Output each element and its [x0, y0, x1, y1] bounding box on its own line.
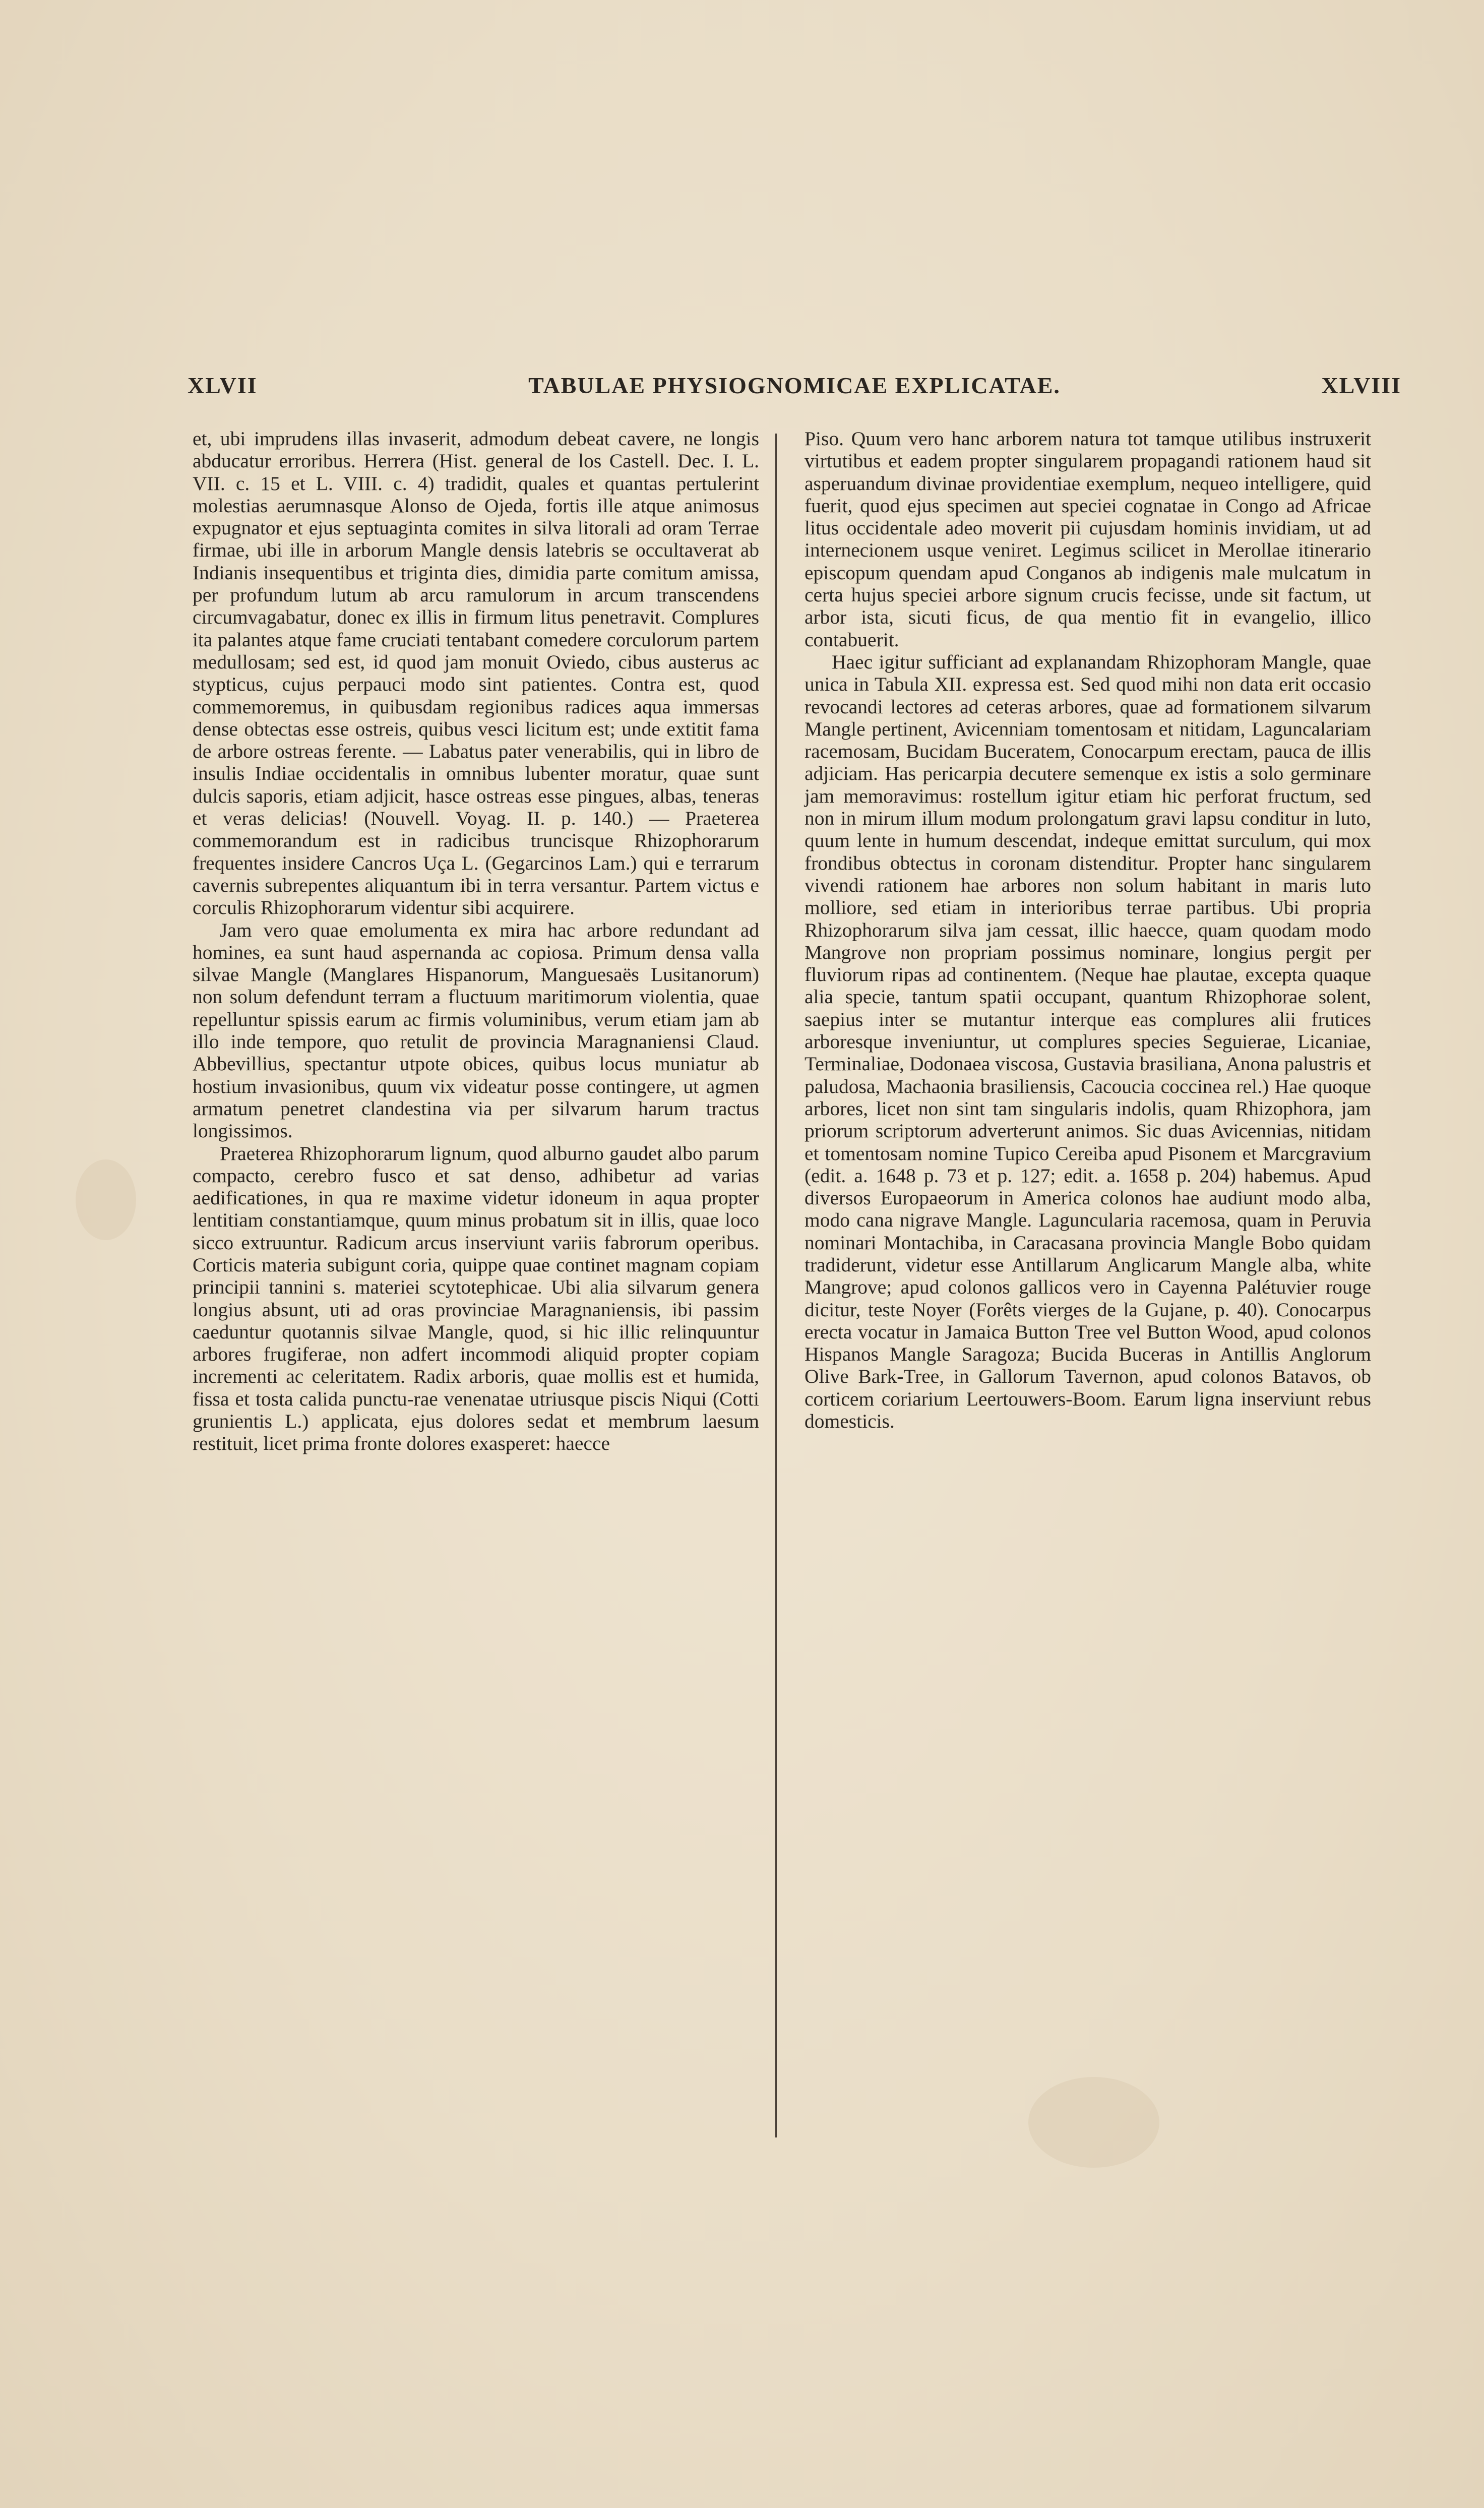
paragraph: Jam vero quae emolumenta ex mira hac arbore redundant ad homines, ea sunt haud aspernanda ac copiosa. Primum densa valla silvae Mangle (Manglares Hispanorum, Manguesaës Lusitanorum) non solum defendunt terram a fluctuum maritimorum violentia, quae repelluntur spissis earum ac firmis voluminibus, verum etiam jam ab illo inde tempore, quo retulit de provincia Maragnaniensi Claud. Abbevillius, spectantur utpote obices, quibus locus muniatur ab hostium invasionibus, quum vix videatur posse contingere, ut agmen armatum penetret clandestina via per silvarum harum tractus longissimos.: [193, 919, 759, 1142]
page-header: [188, 372, 1401, 407]
right-text-column: [805, 427, 1371, 1432]
left-text-column: [193, 427, 759, 1455]
paragraph: Piso. Quum vero hanc arborem natura tot tamque utilibus instruxerit virtutibus et eadem propter singularem propagandi rationem haud sit asperuandum divinae providentiae exemplum, nequeo intelligere, quid fuerit, quod ejus specimen aut speciei cognatae in Congo ad Africae litus occidentale adeo moverit pii cujusdam hominis invidiam, ut ad internecionem usque veniret. Legimus scilicet in Merollae itinerario episcopum quendam apud Conganos ab indigenis male mulcatum in certa hujus speciei arbore signum crucis fecisse, unde sit factum, ut arbor ista, sicuti ficus, de qua mentio fit in evangelio, illico contabuerit.: [805, 427, 1371, 651]
paragraph: Praeterea Rhizophorarum lignum, quod alburno gaudet albo parum compacto, cerebro fusco et sat denso, adhibetur ad varias aedificationes, in qua re maxime videtur idoneum in aqua propter lentitiam constantiamque, quum minus probatum sit in illis, quae loco sicco extruuntur. Radicum arcus inserviunt variis fabrorum operibus. Corticis materia subigunt coria, quippe quae continet magnam copiam principii tannini s. materiei scytotephicae. Ubi alia silvarum genera longius absunt, uti ad oras provinciae Maragnaniensis, ibi passim caeduntur quotannis silvae Mangle, quod, si hic illic relinquuntur arbores frugiferae, non adfert incommodi aliquid propter copiam incrementi ac celeritatem. Radix arboris, quae mollis est et humida, fissa et tosta calida punctu-rae venenatae utriusque piscis Niqui (Cotti grunientis L.) applicata, ejus dolores sedat et membrum laesum restituit, licet prima fronte dolores exasperet: haecce: [193, 1142, 759, 1455]
page-number-left: XLVII: [188, 373, 258, 398]
running-title: TABULAE PHYSIOGNOMICAE EXPLICATAE.: [528, 373, 1061, 398]
paper-stain: [1028, 2077, 1159, 2168]
page-number-right: XLVIII: [1321, 373, 1401, 398]
paragraph: Haec igitur sufficiant ad explanandam Rhizophoram Mangle, quae unica in Tabula XII. expressa est. Sed quod mihi non data erit occasio revocandi lectores ad ceteras arbores, quae ad formationem silvarum Mangle pertinent, Avicenniam tomentosam et nitidam, Laguncalariam racemosam, Bucidam Buceratem, Conocarpum erectam, pauca de illis adjiciam. Has pericarpia decutere semenque ex istis a solo germinare jam memoravimus: rostellum igitur etiam hic perforat fructum, sed non in mirum illum modum prolongatum gravi lapsu conditur in luto, quum lente in humum descendat, indeque emittat surculum, qui mox frondibus obtectus in coronam distenditur. Propter hanc singularem vivendi rationem hae arbores non solum habitant in maris luto molliore, sed etiam in interioribus terrae partibus. Ubi propria Rhizophorarum silva jam cessat, illic haecce, quam quodam modo Mangrove non propriam possimus nominare, longius pergit per fluviorum ripas ad continentem. (Neque hae plautae, excepta quaque alia specie, tantum spatii occupant, quantum Rhizophorae solent, saepius inter se mutantur interque eas complures alii frutices arboresque inveniuntur, ut complures species Seguierae, Licaniae, Terminaliae, Dodonaea viscosa, Gustavia brasiliana, Anona palustris et paludosa, Machaonia brasiliensis, Cacoucia coccinea rel.) Hae quoque arbores, licet non sint tam singularis indolis, quam Rhizophora, jam priorum scriptorum adverterunt animos. Sic duas Avicennias, nitidam et tomentosam nomine Tupico Cereiba apud Pisonem et Marcgravium (edit. a. 1648 p. 73 et p. 127; edit. a. 1658 p. 204) habemus. Apud diversos Europaeorum in America colonos hae audiunt modo alba, modo cana nigrave Mangle. Laguncularia racemosa, quam in Peruvia nominari Montachiba, in Caracasana provincia Mangle Bobo quidam tradiderunt, videtur esse Antillarum Anglicarum Mangle alba, white Mangrove; apud colonos gallicos vero in Cayenna Palétuvier rouge dicitur, teste Noyer (Forêts vierges de la Gujane, p. 40). Conocarpus erecta vocatur in Jamaica Button Tree vel Button Wood, apud colonos Hispanos Mangle Saragoza; Bucida Buceras in Antillis Anglorum Olive Bark-Tree, in Gallorum Tavernon, apud colonos Batavos, ob corticem coriarium Leertouwers-Boom. Earum ligna inserviunt rebus domesticis.: [805, 650, 1371, 1433]
paragraph: et, ubi imprudens illas invaserit, admodum debeat cavere, ne longis abducatur erroribus. Herrera (Hist. general de los Castell. Dec. I. L. VII. c. 15 et L. VIII. c. 4) tradidit, quales et quantas pertulerint molestias aerumnasque Alonso de Ojeda, fortis ille atque animosus expugnator et ejus septuaginta comites in silva litorali ad oram Terrae firmae, ubi ille in arborum Mangle densis latebris se occultaverat ab Indianis insequentibus et triginta dies, dimidia parte comitum amissa, per profundum lutum ab arcu ramulorum in arcum transcendens circumvagabatur, donec ex illis in firmum litus penetravit. Complures ita palantes atque fame cruciati tentabant comedere corculorum partem medullosam; sed est, id quod jam monuit Oviedo, cibus austerus ac stypticus, cujus perpauci modo sint patientes. Contra est, quod commemoremus, in quibusdam regionibus radices aqua immersas dense obtectas esse ostreis, quibus vesci licitum est; unde extitit fama de arbore ostreas ferente. — Labatus pater venerabilis, qui in libro de insulis Indiae occidentalis in omnibus lubenter moratur, quae sunt dulcis saporis, etiam adjicit, hasce ostreas esse pingues, albas, teneras et veras delicias! (Nouvell. Voyag. II. p. 140.) — Praeterea commemorandum est in radicibus truncisque Rhizophorarum frequentes insidere Cancros Uça L. (Gegarcinos Lam.) qui e terrarum cavernis subrepentes aliquantum ibi in terra versantur. Partem victus e corculis Rhizophorarum videntur sibi acquirere.: [193, 427, 759, 919]
column-divider: [775, 434, 777, 2137]
paper-stain: [76, 1159, 136, 1240]
